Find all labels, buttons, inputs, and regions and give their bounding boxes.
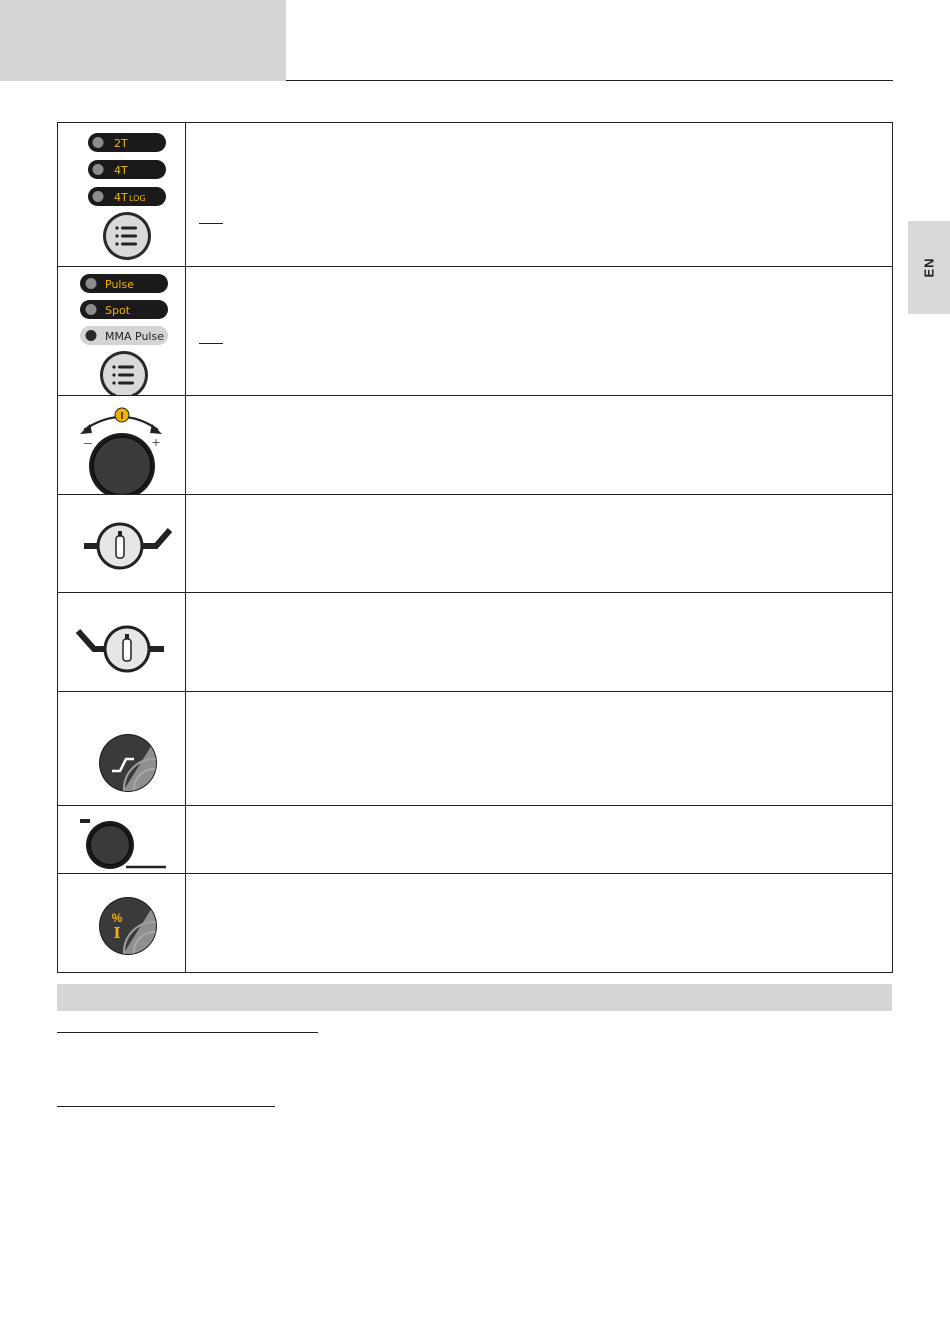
pre-gas-description (186, 593, 893, 692)
percent-sign: % (111, 911, 123, 925)
pill-4t-log-suffix: LOG (129, 193, 146, 203)
table-row-wire-burnback (58, 806, 893, 874)
percent-current-icon-cell (58, 874, 186, 973)
pill-4t-log-label: 4T (114, 190, 128, 204)
table-row-process-selection (58, 267, 893, 396)
table-row-pre-gas (58, 593, 893, 692)
language-tab (908, 221, 950, 314)
post-gas-icon-cell (58, 495, 186, 593)
ramp-icon (58, 693, 185, 805)
current-symbol: I (113, 924, 121, 942)
pill-4t-label: 4T (114, 163, 128, 177)
process-mode-icon (58, 267, 185, 395)
process-selection-description (186, 267, 893, 396)
post-gas-description (186, 495, 893, 593)
wire-burnback-description (186, 806, 893, 874)
mode-selection-description (186, 123, 893, 267)
table-row-ramp (58, 692, 893, 806)
note-underline (199, 223, 223, 224)
gas-cylinder-post-icon (58, 496, 185, 592)
note-underline (199, 343, 223, 344)
header-rule (286, 80, 893, 81)
language-tab-label: EN (921, 257, 937, 278)
gas-cylinder-pre-icon (58, 593, 185, 691)
current-knob-icon (58, 396, 185, 494)
pill-spot-label: Spot (105, 304, 131, 317)
subheading-underline-1 (57, 1032, 318, 1033)
subheading-underline-2 (57, 1106, 275, 1107)
process-selection-icon-cell (58, 267, 186, 396)
ramp-description (186, 692, 893, 806)
wire-burnback-icon-cell (58, 806, 186, 874)
ramp-icon-cell (58, 692, 186, 806)
minus-sign: – (84, 434, 92, 450)
plus-sign: + (151, 434, 161, 450)
table-row-mode-selection (58, 123, 893, 267)
table-row-percent-current (58, 874, 893, 973)
table-row-current-knob (58, 396, 893, 495)
mode-selection-icon-cell (58, 123, 186, 267)
current-knob-icon-cell (58, 396, 186, 495)
header-block (0, 0, 286, 81)
pill-mma-pulse-label: MMA Pulse (105, 330, 164, 343)
current-knob-description (186, 396, 893, 495)
percent-current-description (186, 874, 893, 973)
trigger-mode-icon (58, 125, 185, 265)
pre-gas-icon-cell (58, 593, 186, 692)
section-heading-bar (57, 984, 892, 1011)
menu-button-icon (103, 212, 151, 260)
menu-button-icon (100, 351, 148, 395)
pill-2t-label: 2T (114, 136, 128, 150)
percent-current-icon (58, 874, 185, 972)
wire-burnback-icon (58, 807, 185, 873)
table-row-post-gas (58, 495, 893, 593)
svg-text:I: I (120, 411, 124, 422)
controls-table (57, 122, 893, 973)
pill-pulse-label: Pulse (105, 278, 134, 291)
